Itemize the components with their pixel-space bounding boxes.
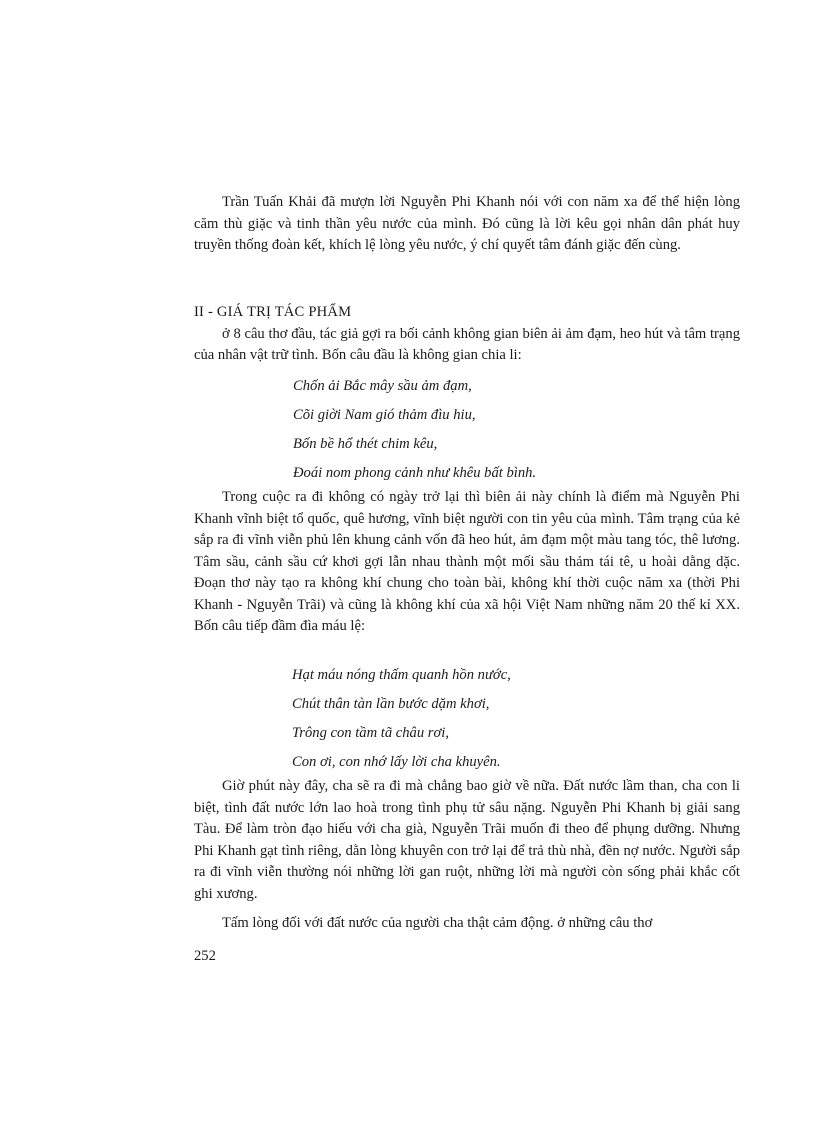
verse-line: Cõi giời Nam gió thảm đìu hiu, [293, 407, 476, 423]
verse-line: Con ơi, con nhớ lấy lời cha khuyên. [292, 754, 501, 770]
verse-line: Hạt máu nóng thấm quanh hồn nước, [292, 667, 511, 683]
paragraph-2: Trong cuộc ra đi không có ngày trở lại thì biên ải này chính là điểm mà Nguyễn Phi Khanh vĩnh biệt tổ quốc, quê hương, vĩnh biệt người con tin yêu của mình. Tâm trạng của kẻ sắp ra đi vĩnh viễn phủ lên khung cảnh vốn đã heo hút, ảm đạm một màu tang tóc, thê lương. Tâm sầu, cảnh sầu cứ khơi gợi lẫn nhau thành một mối sầu thảm tái tê, u hoài dằng dặc. Đoạn thơ này tạo ra không khí chung cho toàn bài, không khí thời cuộc năm xa (thời Phi Khanh - Nguyễn Trãi) và cũng là không khí của xã hội Việt Nam những năm 20 thế kỉ XX. Bốn câu tiếp đầm đìa máu lệ: [194, 489, 740, 634]
intro-block [194, 192, 740, 257]
verse-line: Trông con tầm tã châu rơi, [292, 725, 449, 741]
verse-stanza-2 [292, 661, 511, 777]
paragraph-3: Giờ phút này đây, cha sẽ ra đi mà chẳng bao giờ về nữa. Đất nước lầm than, cha con li biệt, tình đất nước lớn lao hoà trong tình phụ tử sâu nặng. Nguyễn Phi Khanh bị giải sang Tàu. Để làm tròn đạo hiếu với cha già, Nguyễn Trãi muốn đi theo để phụng dưỡng. Nhưng Phi Khanh gạt tình riêng, dằn lòng khuyên con trở lại để trả thù nhà, đền nợ nước. Người sắp ra đi vĩnh viễn thường nói những lời gan ruột, những lời mà người còn sống phải khắc cốt ghi xương. [194, 778, 740, 902]
section-block [194, 302, 740, 367]
section-heading: II - GIÁ TRỊ TÁC PHẨM [194, 304, 352, 320]
page-number: 252 [194, 948, 216, 964]
paragraph-1: ở 8 câu thơ đầu, tác giả gợi ra bối cảnh không gian biên ải ảm đạm, heo hút và tâm trạng của nhân vật trữ tình. Bốn câu đầu là không gian chia li: [194, 325, 740, 363]
verse-line: Đoái nom phong cảnh như khêu bất bình. [293, 465, 537, 481]
paragraph-2-block [194, 487, 740, 638]
verse-line: Chốn ải Bắc mây sầu ảm đạm, [293, 378, 472, 394]
verse-stanza-1 [293, 372, 536, 488]
intro-paragraph: Trần Tuấn Khải đã mượn lời Nguyễn Phi Khanh nói với con năm xa để thể hiện lòng căm thù giặc và tinh thần yêu nước của mình. Đó cũng là lời kêu gọi nhân dân phát huy truyền thống đoàn kết, khích lệ lòng yêu nước, ý chí quyết tâm đánh giặc đến cùng. [194, 194, 740, 253]
paragraph-3-block [194, 776, 740, 935]
verse-line: Bốn bề hổ thét chim kêu, [293, 436, 438, 452]
paragraph-4: Tấm lòng đối với đất nước của người cha thật cảm động. ở những câu thơ [222, 915, 653, 931]
verse-line: Chút thân tàn lần bước dặm khơi, [292, 696, 490, 712]
